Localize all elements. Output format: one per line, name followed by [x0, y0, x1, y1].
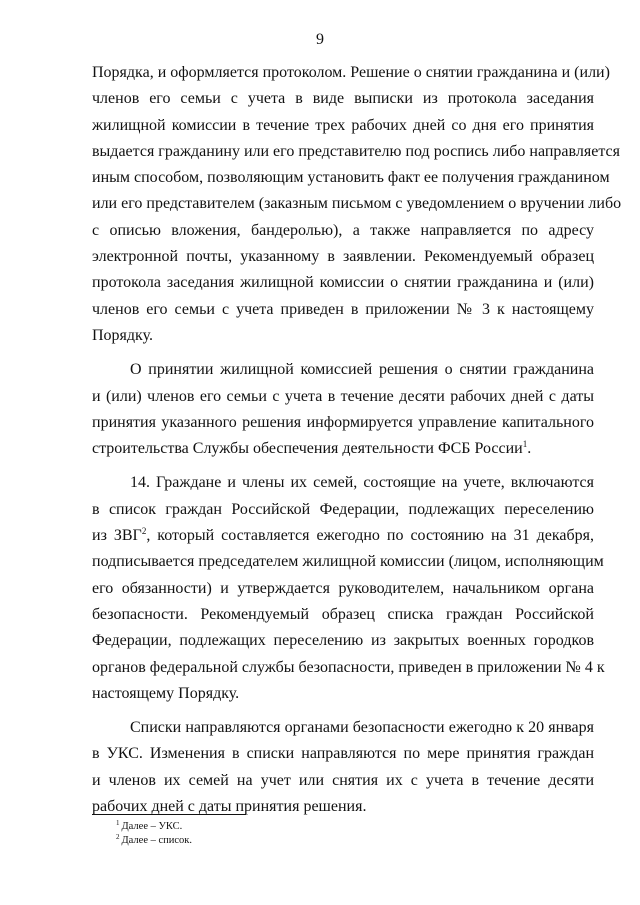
footnotes	[116, 820, 192, 848]
text-line: жилищной комиссии в течение трех рабочих дней со дня его принятия	[92, 116, 594, 134]
text-line: и членов их семей на учет или снятия их с учета в течение десяти	[92, 771, 594, 789]
paragraph-1	[92, 60, 622, 349]
paragraph-3	[92, 470, 605, 707]
text-line: подписывается председателем жилищной комиссии (лицом, исполняющим	[92, 553, 604, 571]
footnote-ref-1[interactable]: 1	[522, 439, 528, 450]
text-line: Списки направляются органами безопасности ежегодно к 20 января	[130, 719, 594, 737]
text-line: органов федеральной службы безопасности, приведен в приложении № 4 к	[92, 658, 605, 676]
footnote-separator	[92, 814, 246, 815]
text-line: и (или) членов его семьи с учета в течение десяти рабочих дней с даты	[92, 387, 594, 405]
text-fragment: , который составляется ежегодно по состоянию на 31 декабря,	[146, 527, 594, 545]
text-line: безопасности. Рекомендуемый образец списка граждан Российской	[92, 605, 594, 623]
text-line: членов его семьи с учета приведен в приложении № 3 к настоящему	[92, 300, 594, 318]
text-line: иным способом, позволяющим установить факт ее получения гражданином	[92, 169, 610, 187]
body-text	[92, 60, 622, 820]
text-fragment: строительства Службы обеспечения деятельности ФСБ России	[92, 440, 523, 458]
page-number: 9	[316, 31, 324, 48]
text-line: настоящему Порядку.	[92, 684, 240, 702]
text-line: членов его семьи с учета в виде выписки из протокола заседания	[92, 90, 594, 108]
text-line: 14. Граждане и члены их семей, состоящие на учете, включаются	[130, 474, 594, 492]
text-line: с описью вложения, бандеролью), а также направляется по адресу	[92, 221, 594, 239]
text-line-with-footnote	[92, 523, 594, 549]
text-line: в список граждан Российской Федерации, подлежащих переселению	[92, 500, 594, 518]
text-line: электронной почты, указанному в заявлении. Рекомендуемый образец	[92, 248, 594, 266]
text-line: принятия указанного решения информируется управление капитального	[92, 413, 594, 431]
footnote-text: Далее – список.	[121, 835, 193, 846]
text-fragment: из ЗВГ	[92, 527, 142, 545]
footnote-1	[116, 820, 192, 834]
text-line: протокола заседания жилищной комиссии о снятии гражданина и (или)	[92, 274, 594, 292]
text-line-with-footnote: строительства Службы обеспечения деятельности ФСБ России$^1$.	[92, 439, 532, 458]
text-line: выдается гражданину или его представителю под роспись либо направляется	[92, 142, 620, 160]
text-line: в УКС. Изменения в списки направляются по мере принятия граждан	[92, 745, 594, 763]
text-line: или его представителем (заказным письмом с уведомлением о вручении либо	[92, 195, 622, 213]
text-line: Порядка, и оформляется протоколом. Решение о снятии гражданина и (или)	[92, 64, 610, 81]
footnote-2	[116, 834, 192, 848]
text-line: О принятии жилищной комиссией решения о снятии гражданина	[130, 361, 594, 379]
footnote-ref-2[interactable]: 2	[141, 526, 147, 537]
text-line: Федерации, подлежащих переселению из закрытых военных городков	[92, 632, 594, 650]
text-line: его обязанности) и утверждается руководителем, начальником органа	[92, 579, 594, 597]
footnote-text: Далее – УКС.	[121, 821, 183, 832]
footnote-mark: 1	[116, 819, 120, 827]
paragraph-4	[92, 715, 594, 820]
text-line: Порядку.	[92, 326, 153, 344]
paragraph-2	[92, 357, 594, 462]
text-line: рабочих дней с даты принятия решения.	[92, 798, 367, 816]
footnote-mark: 2	[116, 833, 120, 841]
